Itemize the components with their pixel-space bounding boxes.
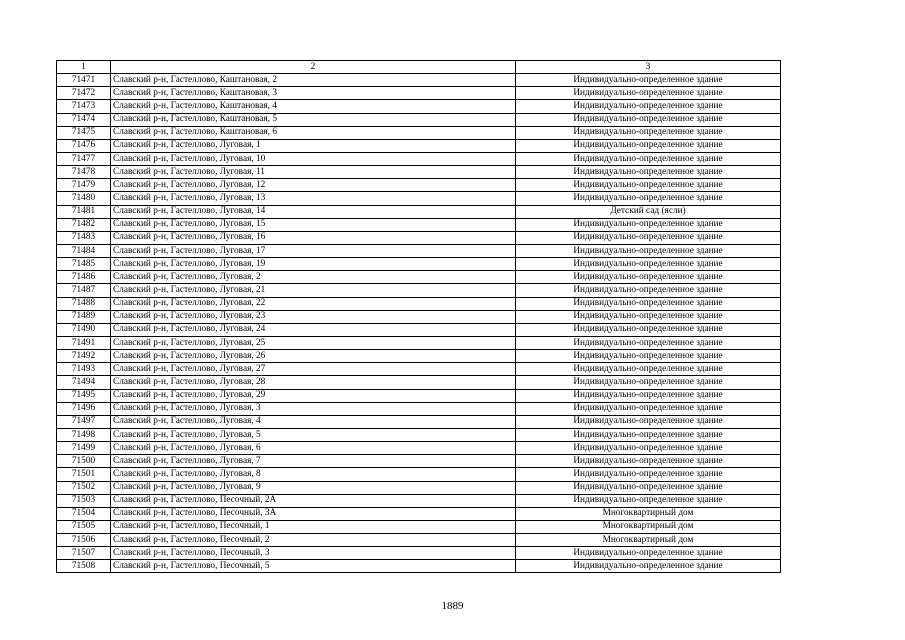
table-row <box>57 87 781 100</box>
row-number-cell: 71490 <box>57 323 111 336</box>
address-cell: Славский р-н, Гастеллово, Луговая, 3 <box>111 402 516 415</box>
table-header-row <box>57 61 781 74</box>
object-type-cell: Индивидуально-определенное здание <box>516 139 781 152</box>
address-cell: Славский р-н, Гастеллово, Песочный, 1 <box>111 520 516 533</box>
row-number-cell: 71505 <box>57 520 111 533</box>
object-type-cell: Индивидуально-определенное здание <box>516 244 781 257</box>
table-row <box>57 363 781 376</box>
table-row <box>57 428 781 441</box>
address-cell: Славский р-н, Гастеллово, Луговая, 13 <box>111 192 516 205</box>
address-cell: Славский р-н, Гастеллово, Луговая, 8 <box>111 468 516 481</box>
address-cell: Славский р-н, Гастеллово, Луговая, 23 <box>111 310 516 323</box>
object-type-cell: Индивидуально-определенное здание <box>516 350 781 363</box>
table-row <box>57 310 781 323</box>
table-row <box>57 402 781 415</box>
row-number-cell: 71480 <box>57 192 111 205</box>
row-number-cell: 71508 <box>57 560 111 573</box>
row-number-cell: 71477 <box>57 152 111 165</box>
address-cell: Славский р-н, Гастеллово, Луговая, 17 <box>111 244 516 257</box>
table-row <box>57 244 781 257</box>
address-cell: Славский р-н, Гастеллово, Луговая, 1 <box>111 139 516 152</box>
address-cell: Славский р-н, Гастеллово, Луговая, 19 <box>111 258 516 271</box>
row-number-cell: 71484 <box>57 244 111 257</box>
table-row <box>57 100 781 113</box>
row-number-cell: 71472 <box>57 87 111 100</box>
table-row <box>57 139 781 152</box>
row-number-cell: 71495 <box>57 389 111 402</box>
table-row <box>57 547 781 560</box>
address-cell: Славский р-н, Гастеллово, Луговая, 9 <box>111 481 516 494</box>
object-type-cell: Индивидуально-определенное здание <box>516 494 781 507</box>
object-type-cell: Многоквартирный дом <box>516 534 781 547</box>
table-row <box>57 218 781 231</box>
object-type-cell: Индивидуально-определенное здание <box>516 271 781 284</box>
object-type-cell: Индивидуально-определенное здание <box>516 402 781 415</box>
object-type-cell: Индивидуально-определенное здание <box>516 415 781 428</box>
row-number-cell: 71479 <box>57 179 111 192</box>
object-type-cell: Индивидуально-определенное здание <box>516 284 781 297</box>
address-cell: Славский р-н, Гастеллово, Луговая, 26 <box>111 350 516 363</box>
object-type-cell: Индивидуально-определенное здание <box>516 258 781 271</box>
row-number-cell: 71507 <box>57 547 111 560</box>
table-row <box>57 284 781 297</box>
object-type-cell: Индивидуально-определенное здание <box>516 166 781 179</box>
row-number-cell: 71492 <box>57 350 111 363</box>
row-number-cell: 71489 <box>57 310 111 323</box>
address-cell: Славский р-н, Гастеллово, Луговая, 27 <box>111 363 516 376</box>
table-row <box>57 74 781 87</box>
object-type-cell: Индивидуально-определенное здание <box>516 336 781 349</box>
address-cell: Славский р-н, Гастеллово, Каштановая, 3 <box>111 87 516 100</box>
object-type-cell: Индивидуально-определенное здание <box>516 363 781 376</box>
table-row <box>57 205 781 218</box>
row-number-cell: 71494 <box>57 376 111 389</box>
object-type-cell: Индивидуально-определенное здание <box>516 100 781 113</box>
row-number-cell: 71501 <box>57 468 111 481</box>
table-row <box>57 481 781 494</box>
row-number-cell: 71502 <box>57 481 111 494</box>
table-row <box>57 389 781 402</box>
row-number-cell: 71486 <box>57 271 111 284</box>
table-row <box>57 376 781 389</box>
table-row <box>57 166 781 179</box>
address-cell: Славский р-н, Гастеллово, Луговая, 7 <box>111 455 516 468</box>
address-cell: Славский р-н, Гастеллово, Песочный, 2А <box>111 494 516 507</box>
address-cell: Славский р-н, Гастеллово, Луговая, 14 <box>111 205 516 218</box>
object-type-cell: Индивидуально-определенное здание <box>516 113 781 126</box>
row-number-cell: 71506 <box>57 534 111 547</box>
address-cell: Славский р-н, Гастеллово, Луговая, 5 <box>111 428 516 441</box>
table-row <box>57 179 781 192</box>
table-row <box>57 271 781 284</box>
table-row <box>57 494 781 507</box>
table-row <box>57 415 781 428</box>
table-row <box>57 520 781 533</box>
address-cell: Славский р-н, Гастеллово, Каштановая, 4 <box>111 100 516 113</box>
address-cell: Славский р-н, Гастеллово, Каштановая, 6 <box>111 126 516 139</box>
row-number-cell: 71476 <box>57 139 111 152</box>
column-header-3: 3 <box>516 61 781 74</box>
address-cell: Славский р-н, Гастеллово, Луговая, 21 <box>111 284 516 297</box>
row-number-cell: 71496 <box>57 402 111 415</box>
address-cell: Славский р-н, Гастеллово, Луговая, 28 <box>111 376 516 389</box>
address-cell: Славский р-н, Гастеллово, Луговая, 24 <box>111 323 516 336</box>
object-type-cell: Индивидуально-определенное здание <box>516 218 781 231</box>
object-type-cell: Индивидуально-определенное здание <box>516 152 781 165</box>
object-type-cell: Индивидуально-определенное здание <box>516 179 781 192</box>
table-row <box>57 192 781 205</box>
row-number-cell: 71488 <box>57 297 111 310</box>
object-type-cell: Индивидуально-определенное здание <box>516 231 781 244</box>
address-cell: Славский р-н, Гастеллово, Песочный, 5 <box>111 560 516 573</box>
object-type-cell: Многоквартирный дом <box>516 507 781 520</box>
row-number-cell: 71498 <box>57 428 111 441</box>
address-cell: Славский р-н, Гастеллово, Каштановая, 2 <box>111 74 516 87</box>
row-number-cell: 71500 <box>57 455 111 468</box>
address-cell: Славский р-н, Гастеллово, Песочный, 3 <box>111 547 516 560</box>
object-type-cell: Индивидуально-определенное здание <box>516 389 781 402</box>
row-number-cell: 71471 <box>57 74 111 87</box>
table-row <box>57 534 781 547</box>
table-body <box>57 74 781 573</box>
address-cell: Славский р-н, Гастеллово, Луговая, 4 <box>111 415 516 428</box>
column-header-1: 1 <box>57 61 111 74</box>
object-type-cell: Индивидуально-определенное здание <box>516 192 781 205</box>
address-cell: Славский р-н, Гастеллово, Песочный, 2 <box>111 534 516 547</box>
row-number-cell: 71481 <box>57 205 111 218</box>
address-cell: Славский р-н, Гастеллово, Луговая, 16 <box>111 231 516 244</box>
registry-table <box>56 60 781 573</box>
object-type-cell: Детский сад (ясли) <box>516 205 781 218</box>
address-cell: Славский р-н, Гастеллово, Луговая, 12 <box>111 179 516 192</box>
table-row <box>57 258 781 271</box>
row-number-cell: 71482 <box>57 218 111 231</box>
object-type-cell: Индивидуально-определенное здание <box>516 455 781 468</box>
table-row <box>57 113 781 126</box>
row-number-cell: 71491 <box>57 336 111 349</box>
object-type-cell: Индивидуально-определенное здание <box>516 442 781 455</box>
table-row <box>57 468 781 481</box>
table-row <box>57 126 781 139</box>
row-number-cell: 71497 <box>57 415 111 428</box>
object-type-cell: Индивидуально-определенное здание <box>516 323 781 336</box>
object-type-cell: Индивидуально-определенное здание <box>516 481 781 494</box>
row-number-cell: 71478 <box>57 166 111 179</box>
table-row <box>57 455 781 468</box>
object-type-cell: Индивидуально-определенное здание <box>516 468 781 481</box>
table-row <box>57 560 781 573</box>
address-cell: Славский р-н, Гастеллово, Песочный, 3А <box>111 507 516 520</box>
column-header-2: 2 <box>111 61 516 74</box>
table-row <box>57 297 781 310</box>
address-cell: Славский р-н, Гастеллово, Луговая, 29 <box>111 389 516 402</box>
row-number-cell: 71474 <box>57 113 111 126</box>
object-type-cell: Индивидуально-определенное здание <box>516 126 781 139</box>
table-row <box>57 152 781 165</box>
row-number-cell: 71485 <box>57 258 111 271</box>
object-type-cell: Индивидуально-определенное здание <box>516 310 781 323</box>
address-cell: Славский р-н, Гастеллово, Луговая, 11 <box>111 166 516 179</box>
row-number-cell: 71504 <box>57 507 111 520</box>
object-type-cell: Индивидуально-определенное здание <box>516 560 781 573</box>
page-number: 1889 <box>441 600 464 612</box>
object-type-cell: Индивидуально-определенное здание <box>516 376 781 389</box>
table-row <box>57 323 781 336</box>
object-type-cell: Многоквартирный дом <box>516 520 781 533</box>
row-number-cell: 71487 <box>57 284 111 297</box>
row-number-cell: 71473 <box>57 100 111 113</box>
row-number-cell: 71503 <box>57 494 111 507</box>
table-row <box>57 442 781 455</box>
object-type-cell: Индивидуально-определенное здание <box>516 297 781 310</box>
table-row <box>57 336 781 349</box>
table-row <box>57 231 781 244</box>
address-cell: Славский р-н, Гастеллово, Луговая, 15 <box>111 218 516 231</box>
address-cell: Славский р-н, Гастеллово, Луговая, 22 <box>111 297 516 310</box>
object-type-cell: Индивидуально-определенное здание <box>516 547 781 560</box>
object-type-cell: Индивидуально-определенное здание <box>516 428 781 441</box>
object-type-cell: Индивидуально-определенное здание <box>516 74 781 87</box>
row-number-cell: 71493 <box>57 363 111 376</box>
table-row <box>57 507 781 520</box>
address-cell: Славский р-н, Гастеллово, Луговая, 10 <box>111 152 516 165</box>
address-cell: Славский р-н, Гастеллово, Каштановая, 5 <box>111 113 516 126</box>
row-number-cell: 71499 <box>57 442 111 455</box>
object-type-cell: Индивидуально-определенное здание <box>516 87 781 100</box>
address-cell: Славский р-н, Гастеллово, Луговая, 2 <box>111 271 516 284</box>
table-row <box>57 350 781 363</box>
address-cell: Славский р-н, Гастеллово, Луговая, 25 <box>111 336 516 349</box>
row-number-cell: 71483 <box>57 231 111 244</box>
row-number-cell: 71475 <box>57 126 111 139</box>
address-cell: Славский р-н, Гастеллово, Луговая, 6 <box>111 442 516 455</box>
